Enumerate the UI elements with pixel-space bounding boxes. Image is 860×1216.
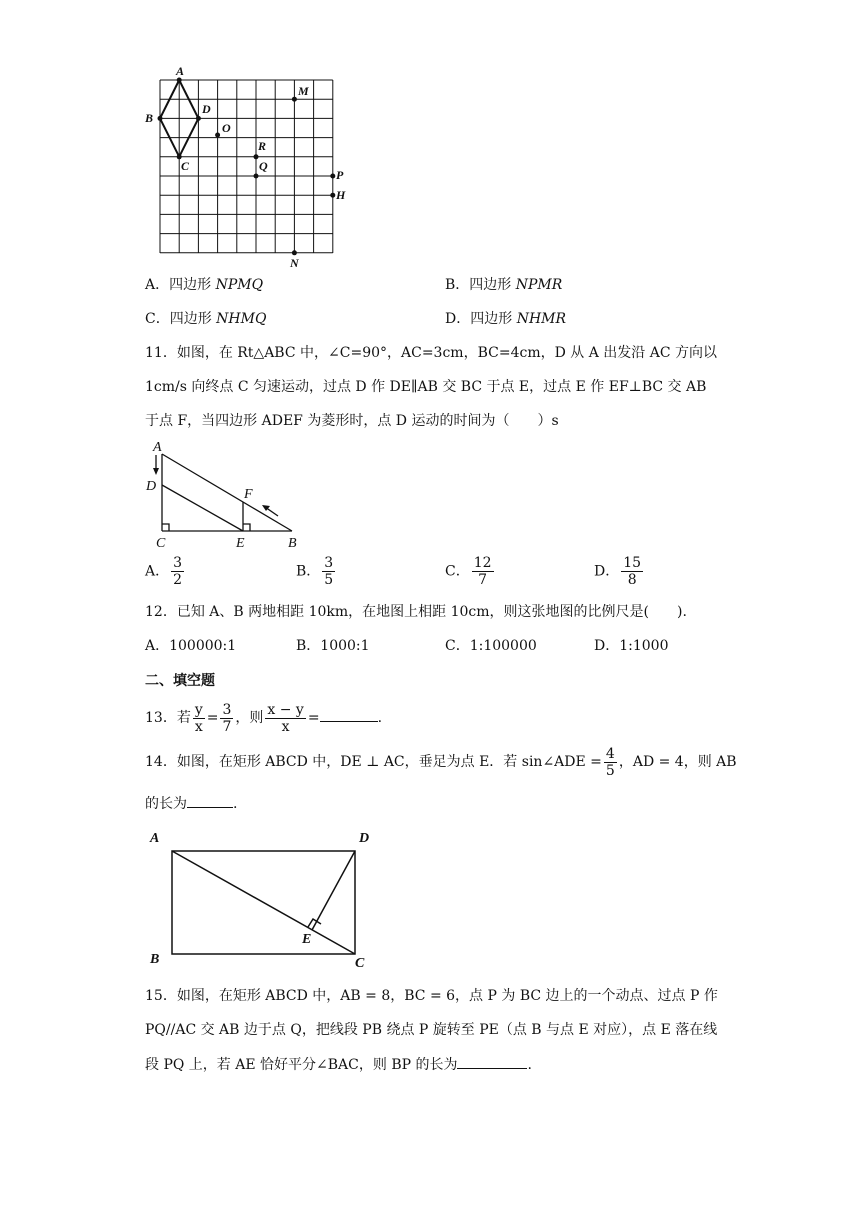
numerator: 4 (605, 745, 615, 762)
option-letter: A． (145, 563, 170, 580)
section-heading: 二、填空题 (145, 673, 215, 689)
option-text: 四边形 (470, 311, 517, 327)
q15-line-1: 15．如图，在矩形 ABCD 中，AB = 8，BC = 6，点 P 为 BC 边上的一个动点、过点 P 作 (145, 988, 718, 1004)
q13-line (145, 700, 382, 736)
fraction (472, 555, 494, 588)
q12-option-b[interactable]: B．1000:1 (296, 638, 370, 654)
numerator: 3 (173, 555, 183, 571)
denominator: 5 (324, 572, 334, 588)
q13-prefix: 13．若 (145, 710, 191, 726)
q13-mid: ，则 (235, 710, 264, 726)
label-A: A (153, 440, 162, 455)
label-M: M (298, 84, 309, 98)
fraction-y-over-x (193, 702, 205, 735)
label-D: D (359, 831, 370, 846)
denominator: 8 (627, 572, 637, 588)
denominator: x (281, 718, 290, 735)
label-C: C (355, 956, 365, 970)
label-D: D (202, 102, 211, 116)
label-H: H (336, 188, 346, 202)
label-B: B (145, 111, 154, 125)
q11-option-b[interactable] (296, 555, 337, 588)
label-E: E (236, 536, 245, 550)
numerator: 12 (473, 555, 492, 571)
q14-end: . (233, 796, 238, 812)
q15-line3-text: 段 PQ 上，若 AE 恰好平分∠BAC，则 BP 的长为 (145, 1057, 458, 1073)
option-letter: D． (594, 563, 620, 580)
option-math: NHMR (516, 311, 567, 327)
option-text: 四边形 (169, 311, 217, 327)
label-E: E (302, 932, 312, 947)
q11-line-1: 11．如图，在 Rt△ABC 中，∠C=90°，AC=3cm，BC=4cm，D 从 A 出发沿 AC 方向以 (145, 345, 718, 361)
q14-rectangle-figure (140, 825, 380, 970)
option-text: 四边形 (469, 277, 516, 293)
q12-line: 12．已知 A、B 两地相距 10km，在地图上相距 10cm，则这张地图的比例尺是( ). (145, 604, 687, 620)
option-math: NPMR (515, 277, 563, 293)
label-C: C (156, 536, 166, 550)
denominator: 5 (605, 762, 615, 779)
numerator: x − y (267, 701, 304, 718)
q10-option-c[interactable] (145, 309, 266, 329)
q12-option-a[interactable]: A．100000:1 (145, 638, 237, 654)
q11-option-d[interactable] (594, 555, 645, 588)
label-D: D (146, 479, 157, 494)
label-P: P (336, 168, 344, 182)
denominator: 2 (173, 572, 183, 588)
option-math: NHMQ (216, 311, 267, 327)
q14-part1: 14．如图，在矩形 ABCD 中，DE ⊥ AC，垂足为点 E．若 sin∠ADE = (145, 754, 602, 770)
option-letter: C． (445, 563, 470, 580)
q12-option-c[interactable]: C．1:100000 (445, 638, 537, 654)
q11-triangle-figure (140, 438, 320, 550)
q11-option-c[interactable] (445, 555, 496, 588)
q14-line-1 (145, 744, 737, 780)
answer-blank[interactable] (457, 1054, 527, 1069)
label-Q: Q (259, 159, 268, 173)
q11-option-a[interactable] (145, 555, 186, 588)
option-math: NPMQ (215, 277, 264, 293)
q11-line-2: 1cm/s 向终点 C 匀速运动，过点 D 作 DE∥AB 交 BC 于点 E，过点 E 作 EF⊥BC 交 AB (145, 379, 707, 395)
denominator: 7 (222, 718, 232, 735)
answer-blank[interactable] (320, 707, 378, 722)
label-A: A (150, 831, 160, 846)
fraction (322, 555, 335, 588)
answer-blank[interactable] (187, 793, 233, 808)
q13-end: . (377, 710, 383, 726)
q15-line-3 (145, 1054, 532, 1075)
option-letter: B． (445, 277, 470, 293)
fraction-4-over-5 (604, 746, 617, 779)
label-C: C (181, 159, 190, 173)
option-letter: A． (145, 277, 170, 293)
fraction-3-over-7 (220, 702, 233, 735)
option-letter: C． (145, 311, 170, 327)
label-O: O (222, 121, 231, 135)
numerator: y (194, 701, 203, 718)
option-letter: D． (445, 311, 471, 327)
q10-option-b[interactable] (445, 275, 562, 295)
numerator: 3 (324, 555, 334, 571)
label-N: N (290, 256, 299, 270)
q12-option-d[interactable]: D．1:1000 (594, 638, 669, 654)
q15-line-2: PQ//AC 交 AB 边于点 Q，把线段 PB 绕点 P 旋转至 PE（点 B 与点 E 对应），点 E 落在线 (145, 1022, 718, 1038)
denominator: 7 (478, 572, 488, 588)
equals-sign: = (307, 710, 320, 726)
option-letter: B． (296, 563, 321, 580)
fraction (621, 555, 643, 588)
q11-line-3: 于点 F，当四边形 ADEF 为菱形时，点 D 运动的时间为（ ）s (145, 413, 559, 429)
label-R: R (258, 139, 267, 153)
q10-option-d[interactable] (445, 309, 566, 329)
numerator: 15 (623, 555, 642, 571)
q15-end: . (527, 1057, 532, 1073)
fraction (171, 555, 184, 588)
q10-option-a[interactable] (145, 275, 263, 295)
label-F: F (244, 487, 253, 502)
denominator: x (194, 718, 203, 735)
numerator: 3 (222, 701, 232, 718)
q10-grid-figure (140, 60, 370, 275)
label-B: B (288, 536, 297, 550)
equals-sign: = (206, 710, 219, 726)
label-A: A (176, 64, 185, 78)
q14-line-2 (145, 793, 237, 814)
option-text: 四边形 (169, 277, 216, 293)
q14-part2: ，AD = 4，则 AB (618, 754, 737, 770)
fraction-xmy-over-x (265, 702, 305, 735)
label-B: B (150, 952, 160, 967)
q14-line2-text: 的长为 (145, 796, 187, 812)
